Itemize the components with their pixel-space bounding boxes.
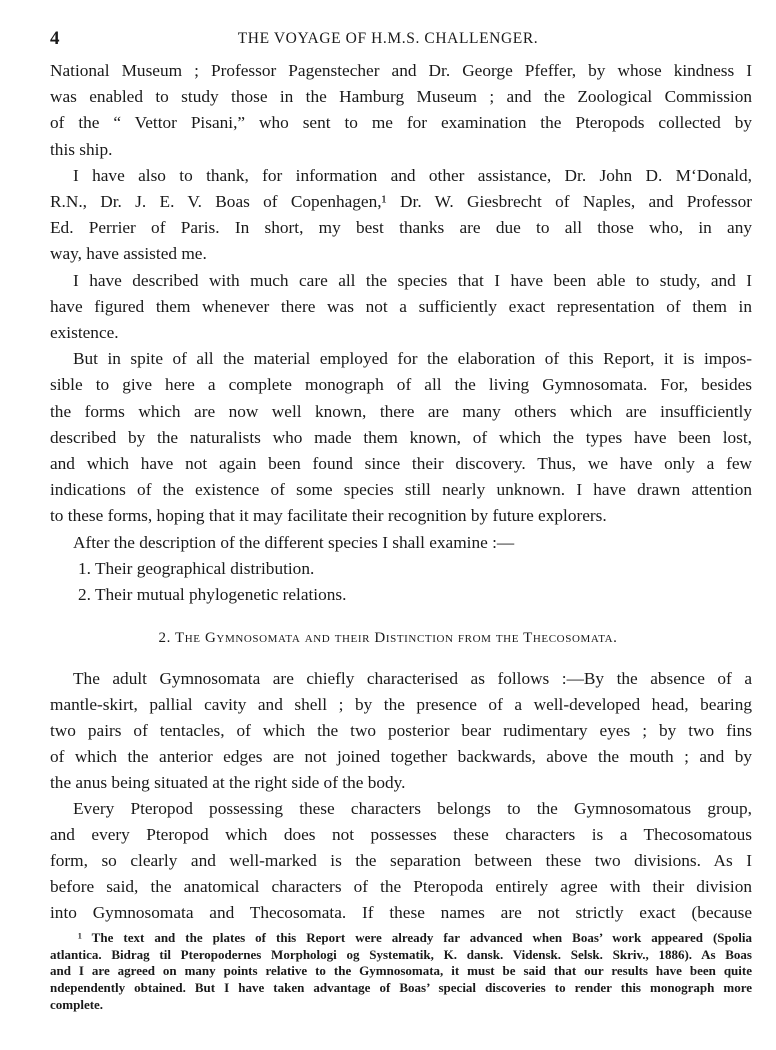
text-line: of which the anterior edges are not joined together backwards, above the mouth ; and by bbox=[50, 747, 752, 766]
text-line: indications of the existence of some species still nearly unknown. I have drawn attention bbox=[50, 480, 752, 500]
text-line: have figured them whenever there was not a sufficiently exact representation of them in bbox=[50, 296, 752, 316]
text-line: The adult Gymnosomata are chiefly characterised as follows :—By the absence of a bbox=[73, 669, 752, 688]
text-line: I have also to thank, for information and other assistance, Dr. John D. M‘Donald, bbox=[73, 165, 752, 185]
text-line: existence. bbox=[50, 323, 119, 342]
text-line: described by the naturalists who made them known, of which the types have been lost, bbox=[50, 427, 752, 447]
text-line: into Gymnosomata and Thecosomata. If these names are not strictly exact (because bbox=[50, 903, 752, 922]
text-line: But in spite of all the material employed for the elaboration of this Report, it is impos- bbox=[73, 349, 752, 369]
footnote-line: ndependently obtained. But I have taken advantage of Boas’ special discoveries to render this monograph more bbox=[50, 980, 752, 996]
text-line: to these forms, hoping that it may facilitate their recognition by future explorers. bbox=[50, 506, 607, 526]
footnote-line: and I are agreed on many points relative to the Gymnosomata, it must be said that our results have been quite bbox=[50, 963, 752, 979]
text-line: form, so clearly and well-marked is the separation between these two divisions. As I bbox=[50, 851, 752, 870]
footnote-line: atlantica. Bidrag til Pteropodernes Morphologi og Systematik, K. dansk. Vidensk. Selsk. Skriv., 1886). As Boas bbox=[50, 946, 752, 962]
text-line: sible to give here a complete monograph of all the living Gymnosomata. For, besides bbox=[50, 375, 752, 395]
running-title: THE VOYAGE OF H.M.S. CHALLENGER. bbox=[237, 30, 539, 47]
text-line: way, have assisted me. bbox=[50, 244, 207, 264]
text-line: was enabled to study those in the Hamburg Museum ; and the Zoological Commission bbox=[50, 87, 752, 107]
section-heading: 2. The Gymnosomata and their Distinction from the Thecosomata. bbox=[158, 630, 618, 646]
text-line: After the description of the different species I shall examine :— bbox=[73, 532, 515, 552]
page-number: 4 bbox=[50, 28, 60, 49]
text-line: of the “ Vettor Pisani,” who sent to me for examination the Pteropods collected by bbox=[50, 113, 752, 133]
text-line: 1. Their geographical distribution. bbox=[78, 558, 315, 578]
text-line: the forms which are now well known, there are many others which are insufficiently bbox=[50, 401, 752, 421]
text-line: two pairs of tentacles, of which the two posterior bear rudimentary eyes ; by two fins bbox=[50, 721, 752, 740]
text-line: I have described with much care all the species that I have been able to study, and I bbox=[73, 270, 752, 290]
text-line: before said, the anatomical characters of the Pteropoda entirely agree with their division bbox=[50, 877, 752, 896]
text-line: and every Pteropod which does not possesses these characters is a Thecosomatous bbox=[50, 825, 752, 844]
text-line: R.N., Dr. J. E. V. Boas of Copenhagen,¹ Dr. W. Giesbrecht of Naples, and Professor bbox=[50, 192, 752, 211]
text-line: Ed. Perrier of Paris. In short, my best thanks are due to all those who, in any bbox=[50, 218, 752, 238]
text-line: and which have not again been found since their discovery. Thus, we have only a few bbox=[50, 454, 752, 473]
text-line: mantle-skirt, pallial cavity and shell ; by the presence of a well-developed head, bearing bbox=[50, 695, 752, 714]
text-line: 2. Their mutual phylogenetic relations. bbox=[78, 585, 347, 604]
text-line: National Museum ; Professor Pagenstecher and Dr. George Pfeffer, by whose kindness I bbox=[50, 61, 752, 80]
footnote-line: ¹ The text and the plates of this Report were already far advanced when Boas’ work appeared (Spolia bbox=[78, 930, 752, 945]
footnote-line: complete. bbox=[50, 996, 104, 1012]
text-line: the anus being situated at the right side of the body. bbox=[50, 773, 406, 792]
text-line: Every Pteropod possessing these characters belongs to the Gymnosomatous group, bbox=[73, 799, 752, 818]
text-line: this ship. bbox=[50, 139, 113, 159]
